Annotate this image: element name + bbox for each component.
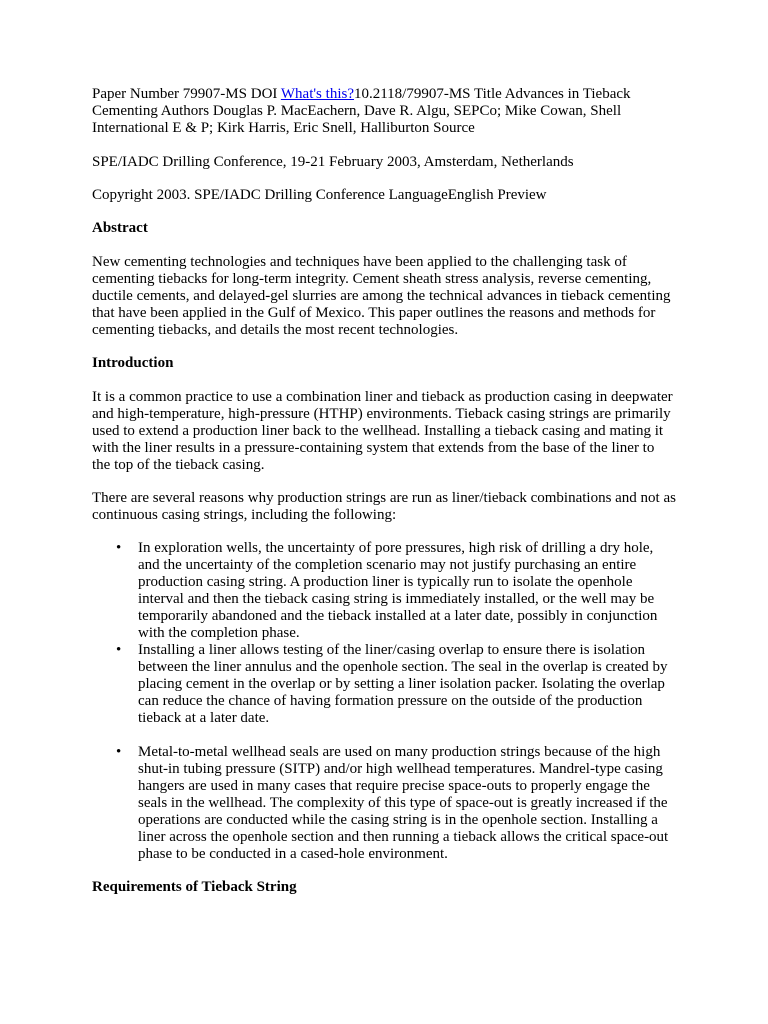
paper-header [92,86,676,137]
introduction-heading: Introduction [92,355,174,371]
paper-details-text: 10.2118/79907-MS Title Advances in Tieback Cementing Authors Douglas P. MacEachern, Dave R. Algu, SEPCo; Mike Cowan, Shell International E & P; Kirk Harris, Eric Snell, Halliburton Source [92,86,631,136]
list-item: • Installing a liner allows testing of the liner/casing overlap to ensure there is isolation between the liner annulus and the openhole section. The seal in the overlap is created by placing cement in the overlap or by setting a liner isolation packer. Isolating the overlap can reduce the chance of having formation pressure on the outside of the production tieback at a later date. [138,642,676,727]
list-item: • In exploration wells, the uncertainty of pore pressures, high risk of drilling a dry hole, and the uncertainty of the completion scenario may not justify purchasing an entire production casing string. A production liner is typically run to isolate the openhole interval and then the tieback casing string is immediately installed, or the well may be temporarily abandoned and the tieback installed at a later date, possibly in conjunction with the completion phase. [138,540,676,642]
requirements-heading: Requirements of Tieback String [92,879,297,895]
whats-this-link[interactable]: What's this? [280,86,354,102]
copyright-line: Copyright 2003. SPE/IADC Drilling Conference LanguageEnglish Preview [92,187,547,203]
introduction-paragraph-1: It is a common practice to use a combination liner and tieback as production casing in deepwater and high-temperature, high-pressure (HTHP) environments. Tieback casing strings are primarily used to extend a production liner back to the wellhead. Installing a tieback casing and mating it with the liner results in a pressure-containing system that extends from the base of the liner to the top of the tieback casing. [92,389,673,473]
abstract-text: New cementing technologies and techniques have been applied to the challenging task of cementing tiebacks for long-term integrity. Cement sheath stress analysis, reverse cementing, ductile cements, and delayed-gel slurries are among the technical advances in tieback cementing that have been applied in the Gulf of Mexico. This paper outlines the reasons and methods for cementing tiebacks, and details the most recent technologies. [92,254,671,338]
reasons-list [92,540,676,863]
conference-line: SPE/IADC Drilling Conference, 19-21 February 2003, Amsterdam, Netherlands [92,154,574,170]
list-item: • Metal-to-metal wellhead seals are used on many production strings because of the high shut-in tubing pressure (SITP) and/or high wellhead temperatures. Mandrel-type casing hangers are used in many cases that require precise space-outs to properly engage the seals in the wellhead. The complexity of this type of space-out is greatly increased if the operations are conducted while the casing string is in the openhole section. Installing a liner across the openhole section and then running a tieback allows the critical space-out phase to be conducted in a cased-hole environment. [138,744,676,863]
abstract-heading: Abstract [92,220,148,236]
introduction-paragraph-2: There are several reasons why production strings are run as liner/tieback combinations and not as continuous casing strings, including the following: [92,490,676,523]
paper-number-text: Paper Number 79907-MS DOI [92,86,281,102]
